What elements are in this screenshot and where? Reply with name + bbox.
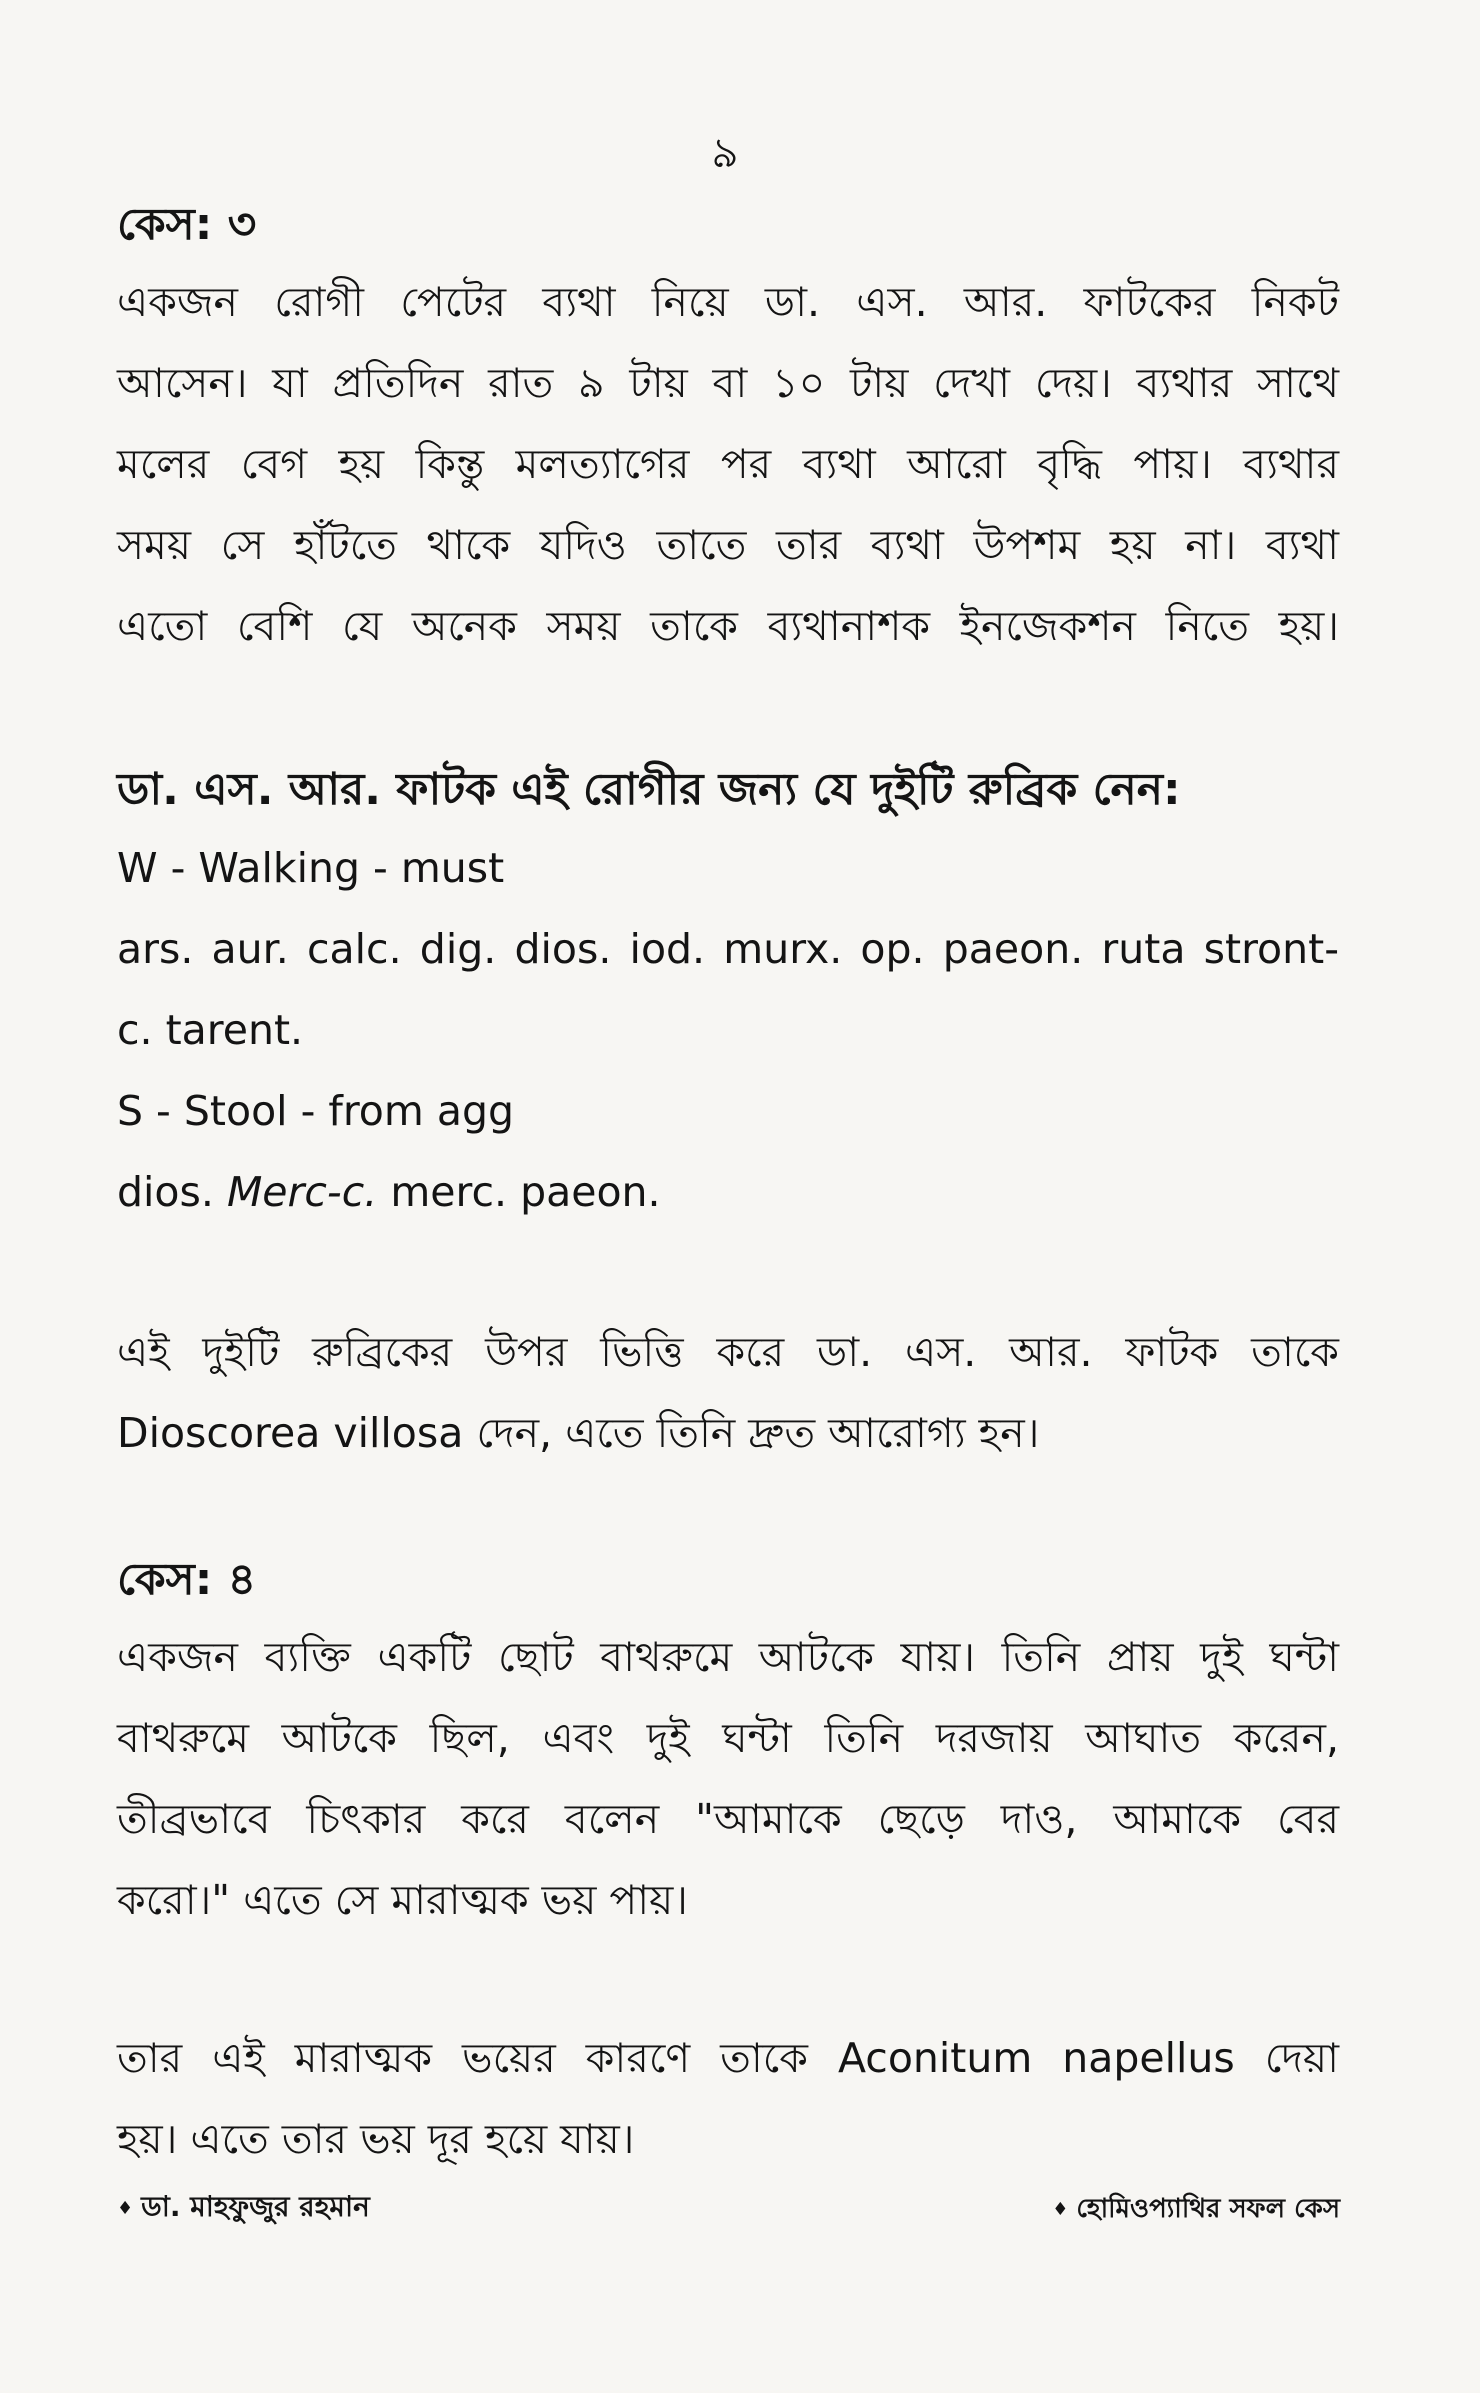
case4-paragraph: [117, 1617, 1339, 1941]
case4-line: করো।" এতে সে মারাত্মক ভয় পায়।: [117, 1876, 688, 1924]
case4-conclusion-line: হয়। এতে তার ভয় দূর হয়ে যায়।: [117, 2115, 635, 2163]
page-number: ৯: [711, 128, 739, 177]
case3-conclusion-line: এই দুইটি রুব্রিকের উপর ভিত্তি করে ডা. এস. আর. ফাটক তাকে: [117, 1328, 1339, 1376]
case3-line: সময় সে হাঁটতে থাকে যদিও তাতে তার ব্যথা উপশম হয় না। ব্যথা: [117, 521, 1339, 569]
rubric-walking-title: W - Walking - must: [117, 844, 505, 892]
case3-line: আসেন। যা প্রতিদিন রাত ৯ টায় বা ১০ টায় দেখা দেয়। ব্যথার সাথে: [117, 359, 1339, 407]
footer-book-title: [1052, 2188, 1340, 2232]
case4-conclusion: [117, 2018, 1339, 2180]
case3-line: মলের বেগ হয় কিন্তু মলত্যাগের পর ব্যথা আরো বৃদ্ধি পায়। ব্যথার: [117, 440, 1339, 488]
case3-heading: কেস: ৩: [117, 199, 257, 250]
case4-line: তীব্রভাবে চিৎকার করে বলেন "আমাকে ছেড়ে দাও, আমাকে বের: [117, 1795, 1339, 1843]
case3-line: এতো বেশি যে অনেক সময় তাকে ব্যথানাশক ইনজেকশন নিতে হয়।: [117, 602, 1339, 650]
rubric-walking-remedies-cont: c. tarent.: [117, 1006, 304, 1054]
rubric-stool-remedies: [117, 1152, 1339, 1233]
remedy-italic: Merc-c.: [226, 1168, 378, 1216]
remedy-text: merc. paeon.: [377, 1168, 661, 1216]
case3-line: একজন রোগী পেটের ব্যথা নিয়ে ডা. এস. আর. ফাটকের নিকট: [117, 278, 1339, 326]
rubric-walking-remedies: ars. aur. calc. dig. dios. iod. murx. op. paeon. ruta stront-: [117, 925, 1339, 973]
case4-line: বাথরুমে আটকে ছিল, এবং দুই ঘন্টা তিনি দরজায় আঘাত করেন,: [117, 1714, 1339, 1762]
footer-author: [117, 2185, 370, 2232]
case4-heading: কেস: ৪: [117, 1554, 257, 1605]
case4-line: একজন ব্যক্তি একটি ছোট বাথরুমে আটকে যায়। তিনি প্রায় দুই ঘন্টা: [117, 1633, 1339, 1681]
rubric-heading: ডা. এস. আর. ফাটক এই রোগীর জন্য যে দুইটি রুব্রিক নেন:: [117, 764, 1181, 815]
case3-paragraph: [117, 262, 1339, 667]
diamond-bullet-icon: ♦: [117, 2197, 134, 2219]
case4-conclusion-line: তার এই মারাত্মক ভয়ের কারণে তাকে Aconitum napellus দেয়া: [117, 2034, 1339, 2082]
case3-conclusion: [117, 1312, 1339, 1474]
diamond-bullet-icon: ♦: [1052, 2199, 1069, 2220]
rubric-list: [117, 828, 1339, 1233]
footer-author-text: ডা. মাহফুজুর রহমান: [141, 2190, 370, 2223]
rubric-stool-title: S - Stool - from agg: [117, 1087, 515, 1135]
case3-conclusion-line: Dioscorea villosa দেন, এতে তিনি দ্রুত আরোগ্য হন।: [117, 1409, 1040, 1457]
footer-title-text: হোমিওপ্যাথির সফল কেস: [1076, 2194, 1340, 2224]
remedy-text: dios.: [117, 1168, 227, 1216]
